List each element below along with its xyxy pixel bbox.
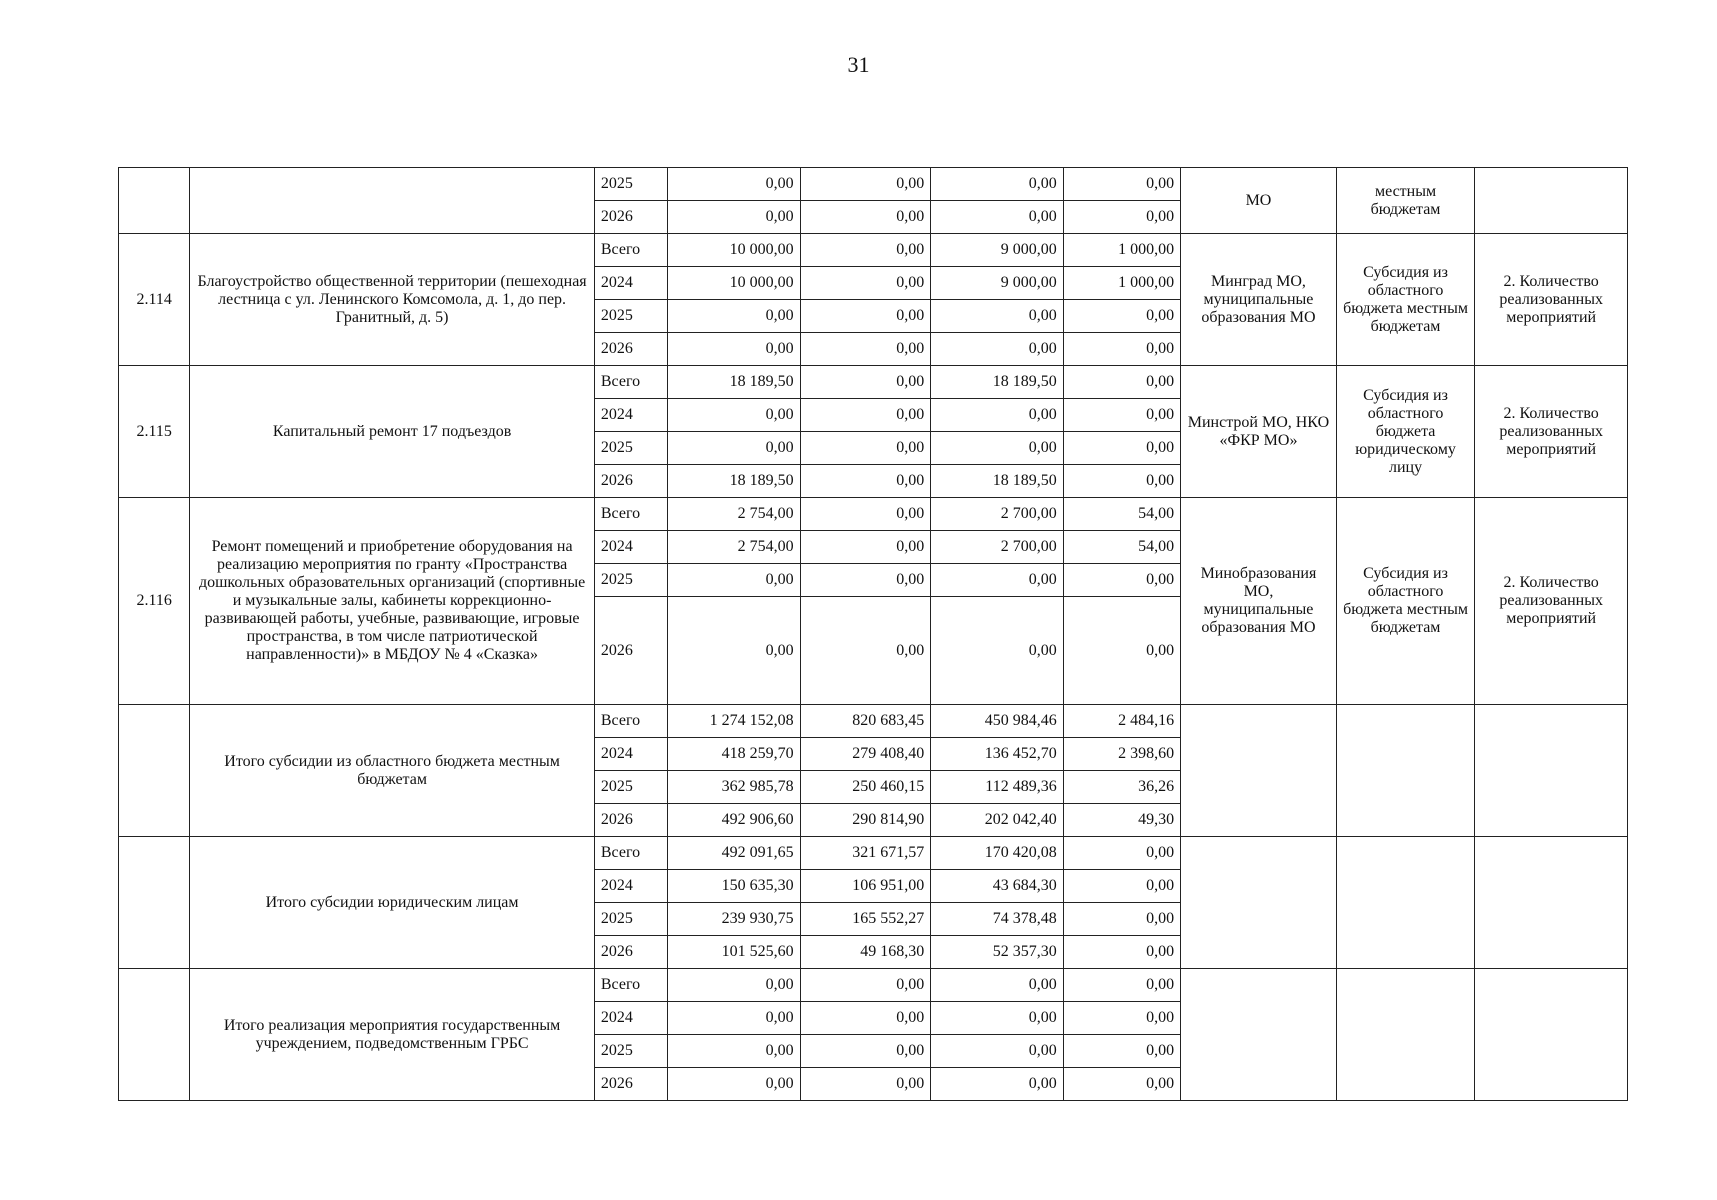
value-cell: 9 000,00 (931, 267, 1064, 300)
value-cell: 0,00 (1063, 432, 1180, 465)
value-cell: 18 189,50 (668, 465, 801, 498)
value-cell: 54,00 (1063, 531, 1180, 564)
item-name-cell: Ремонт помещений и приобретение оборудования на реализацию мероприятия по гранту «Пространства дошкольных образовательных организаций (спортивные и музыкальные залы, кабинеты коррекционно-развивающей работы, учебные, развивающие, игровые пространства, в том числе патриотической направленности)» в МБДОУ № 4 «Сказка» (190, 498, 595, 705)
value-cell: 0,00 (1063, 1068, 1180, 1101)
value-cell: 321 671,57 (800, 837, 931, 870)
value-cell: 0,00 (800, 333, 931, 366)
value-cell: 0,00 (1063, 366, 1180, 399)
value-cell: 1 000,00 (1063, 267, 1180, 300)
value-cell: 54,00 (1063, 498, 1180, 531)
year-cell: Всего (594, 498, 667, 531)
value-cell: 2 484,16 (1063, 705, 1180, 738)
source-cell (1336, 705, 1475, 837)
value-cell: 0,00 (800, 300, 931, 333)
item-number-cell (119, 837, 190, 969)
table-row (119, 837, 1628, 870)
year-cell: 2025 (594, 1035, 667, 1068)
value-cell: 150 635,30 (668, 870, 801, 903)
value-cell: 0,00 (668, 597, 801, 705)
value-cell: 0,00 (800, 1035, 931, 1068)
source-cell: Субсидия из областного бюджета местным бюджетам (1336, 234, 1475, 366)
value-cell: 0,00 (668, 432, 801, 465)
responsible-cell: Минобразования МО, муниципальные образования МО (1181, 498, 1337, 705)
value-cell: 0,00 (668, 300, 801, 333)
value-cell: 10 000,00 (668, 267, 801, 300)
table-row (119, 969, 1628, 1002)
year-cell: 2025 (594, 300, 667, 333)
value-cell: 2 398,60 (1063, 738, 1180, 771)
value-cell: 0,00 (1063, 201, 1180, 234)
responsible-cell (1181, 969, 1337, 1101)
year-cell: 2025 (594, 168, 667, 201)
table-row (119, 168, 1628, 201)
value-cell: 170 420,08 (931, 837, 1064, 870)
table-row (119, 234, 1628, 267)
value-cell: 0,00 (668, 333, 801, 366)
value-cell: 36,26 (1063, 771, 1180, 804)
indicator-cell: 2. Количество реализованных мероприятий (1475, 498, 1628, 705)
budget-table (118, 167, 1628, 1101)
value-cell: 0,00 (931, 564, 1064, 597)
year-cell: Всего (594, 969, 667, 1002)
value-cell: 0,00 (931, 432, 1064, 465)
value-cell: 0,00 (931, 1035, 1064, 1068)
value-cell: 0,00 (1063, 597, 1180, 705)
source-cell: Субсидия из областного бюджета местным бюджетам (1336, 498, 1475, 705)
year-cell: 2024 (594, 870, 667, 903)
value-cell: 106 951,00 (800, 870, 931, 903)
indicator-cell (1475, 837, 1628, 969)
year-cell: 2026 (594, 465, 667, 498)
value-cell: 18 189,50 (931, 465, 1064, 498)
value-cell: 2 700,00 (931, 498, 1064, 531)
value-cell: 0,00 (1063, 300, 1180, 333)
value-cell: 136 452,70 (931, 738, 1064, 771)
year-cell: 2026 (594, 597, 667, 705)
year-cell: Всего (594, 705, 667, 738)
year-cell: 2026 (594, 201, 667, 234)
value-cell: 0,00 (668, 1035, 801, 1068)
indicator-cell: 2. Количество реализованных мероприятий (1475, 366, 1628, 498)
value-cell: 202 042,40 (931, 804, 1064, 837)
item-name-cell: Благоустройство общественной территории (пешеходная лестница с ул. Ленинского Комсомола, д. 1, до пер. Гранитный, д. 5) (190, 234, 595, 366)
item-name-cell: Капитальный ремонт 17 подъездов (190, 366, 595, 498)
value-cell: 18 189,50 (668, 366, 801, 399)
item-number-cell (119, 969, 190, 1101)
value-cell: 0,00 (931, 201, 1064, 234)
value-cell: 49,30 (1063, 804, 1180, 837)
responsible-cell (1181, 837, 1337, 969)
value-cell: 0,00 (931, 1002, 1064, 1035)
responsible-cell: Минстрой МО, НКО «ФКР МО» (1181, 366, 1337, 498)
source-cell (1336, 969, 1475, 1101)
value-cell: 0,00 (1063, 936, 1180, 969)
year-cell: 2025 (594, 432, 667, 465)
year-cell: 2025 (594, 564, 667, 597)
item-number-cell: 2.115 (119, 366, 190, 498)
value-cell: 0,00 (800, 1068, 931, 1101)
value-cell: 18 189,50 (931, 366, 1064, 399)
responsible-cell: Минград МО, муниципальные образования МО (1181, 234, 1337, 366)
indicator-cell (1475, 969, 1628, 1101)
total-name-cell: Итого реализация мероприятия государственным учреждением, подведомственным ГРБС (190, 969, 595, 1101)
value-cell: 820 683,45 (800, 705, 931, 738)
value-cell: 0,00 (800, 267, 931, 300)
value-cell: 0,00 (668, 564, 801, 597)
table-row (119, 705, 1628, 738)
value-cell: 112 489,36 (931, 771, 1064, 804)
year-cell: Всего (594, 837, 667, 870)
indicator-cell: 2. Количество реализованных мероприятий (1475, 234, 1628, 366)
value-cell: 0,00 (1063, 903, 1180, 936)
indicator-cell (1475, 705, 1628, 837)
value-cell: 2 700,00 (931, 531, 1064, 564)
year-cell: Всего (594, 366, 667, 399)
value-cell: 52 357,30 (931, 936, 1064, 969)
value-cell: 74 378,48 (931, 903, 1064, 936)
value-cell: 10 000,00 (668, 234, 801, 267)
value-cell: 0,00 (800, 168, 931, 201)
value-cell: 1 000,00 (1063, 234, 1180, 267)
value-cell: 0,00 (931, 399, 1064, 432)
value-cell: 0,00 (1063, 333, 1180, 366)
item-number-cell: 2.116 (119, 498, 190, 705)
value-cell: 49 168,30 (800, 936, 931, 969)
value-cell: 0,00 (800, 432, 931, 465)
value-cell: 0,00 (800, 531, 931, 564)
value-cell: 101 525,60 (668, 936, 801, 969)
value-cell: 1 274 152,08 (668, 705, 801, 738)
item-name-cell (190, 168, 595, 234)
value-cell: 0,00 (668, 1002, 801, 1035)
value-cell: 0,00 (800, 201, 931, 234)
year-cell: 2024 (594, 267, 667, 300)
value-cell: 2 754,00 (668, 498, 801, 531)
value-cell: 0,00 (931, 168, 1064, 201)
value-cell: 0,00 (1063, 1035, 1180, 1068)
value-cell: 0,00 (800, 969, 931, 1002)
responsible-cell (1181, 705, 1337, 837)
value-cell: 239 930,75 (668, 903, 801, 936)
year-cell: 2024 (594, 1002, 667, 1035)
value-cell: 0,00 (800, 366, 931, 399)
value-cell: 165 552,27 (800, 903, 931, 936)
value-cell: 492 906,60 (668, 804, 801, 837)
value-cell: 0,00 (931, 597, 1064, 705)
year-cell: 2024 (594, 531, 667, 564)
value-cell: 2 754,00 (668, 531, 801, 564)
value-cell: 0,00 (800, 564, 931, 597)
table-row (119, 366, 1628, 399)
value-cell: 0,00 (931, 969, 1064, 1002)
source-cell: местным бюджетам (1336, 168, 1475, 234)
source-cell: Субсидия из областного бюджета юридическому лицу (1336, 366, 1475, 498)
year-cell: 2026 (594, 333, 667, 366)
value-cell: 0,00 (800, 498, 931, 531)
source-cell (1336, 837, 1475, 969)
year-cell: 2025 (594, 771, 667, 804)
value-cell: 0,00 (800, 234, 931, 267)
value-cell: 0,00 (1063, 837, 1180, 870)
value-cell: 0,00 (1063, 564, 1180, 597)
year-cell: 2025 (594, 903, 667, 936)
value-cell: 0,00 (1063, 465, 1180, 498)
value-cell: 0,00 (1063, 870, 1180, 903)
value-cell: 0,00 (668, 969, 801, 1002)
year-cell: 2024 (594, 399, 667, 432)
item-number-cell (119, 168, 190, 234)
page-number: 31 (847, 52, 870, 77)
value-cell: 0,00 (1063, 969, 1180, 1002)
item-number-cell (119, 705, 190, 837)
value-cell: 0,00 (800, 1002, 931, 1035)
value-cell: 362 985,78 (668, 771, 801, 804)
value-cell: 0,00 (668, 168, 801, 201)
value-cell: 0,00 (1063, 399, 1180, 432)
year-cell: 2024 (594, 738, 667, 771)
value-cell: 0,00 (800, 597, 931, 705)
year-cell: Всего (594, 234, 667, 267)
value-cell: 290 814,90 (800, 804, 931, 837)
indicator-cell (1475, 168, 1628, 234)
value-cell: 9 000,00 (931, 234, 1064, 267)
value-cell: 0,00 (1063, 168, 1180, 201)
value-cell: 418 259,70 (668, 738, 801, 771)
value-cell: 0,00 (800, 399, 931, 432)
value-cell: 0,00 (668, 1068, 801, 1101)
year-cell: 2026 (594, 1068, 667, 1101)
value-cell: 0,00 (931, 1068, 1064, 1101)
value-cell: 0,00 (931, 333, 1064, 366)
value-cell: 0,00 (668, 201, 801, 234)
table-row (119, 498, 1628, 531)
value-cell: 0,00 (800, 465, 931, 498)
total-name-cell: Итого субсидии юридическим лицам (190, 837, 595, 969)
value-cell: 0,00 (1063, 1002, 1180, 1035)
value-cell: 250 460,15 (800, 771, 931, 804)
item-number-cell: 2.114 (119, 234, 190, 366)
total-name-cell: Итого субсидии из областного бюджета местным бюджетам (190, 705, 595, 837)
value-cell: 492 091,65 (668, 837, 801, 870)
year-cell: 2026 (594, 936, 667, 969)
value-cell: 43 684,30 (931, 870, 1064, 903)
value-cell: 0,00 (931, 300, 1064, 333)
year-cell: 2026 (594, 804, 667, 837)
value-cell: 0,00 (668, 399, 801, 432)
responsible-cell: МО (1181, 168, 1337, 234)
value-cell: 450 984,46 (931, 705, 1064, 738)
value-cell: 279 408,40 (800, 738, 931, 771)
